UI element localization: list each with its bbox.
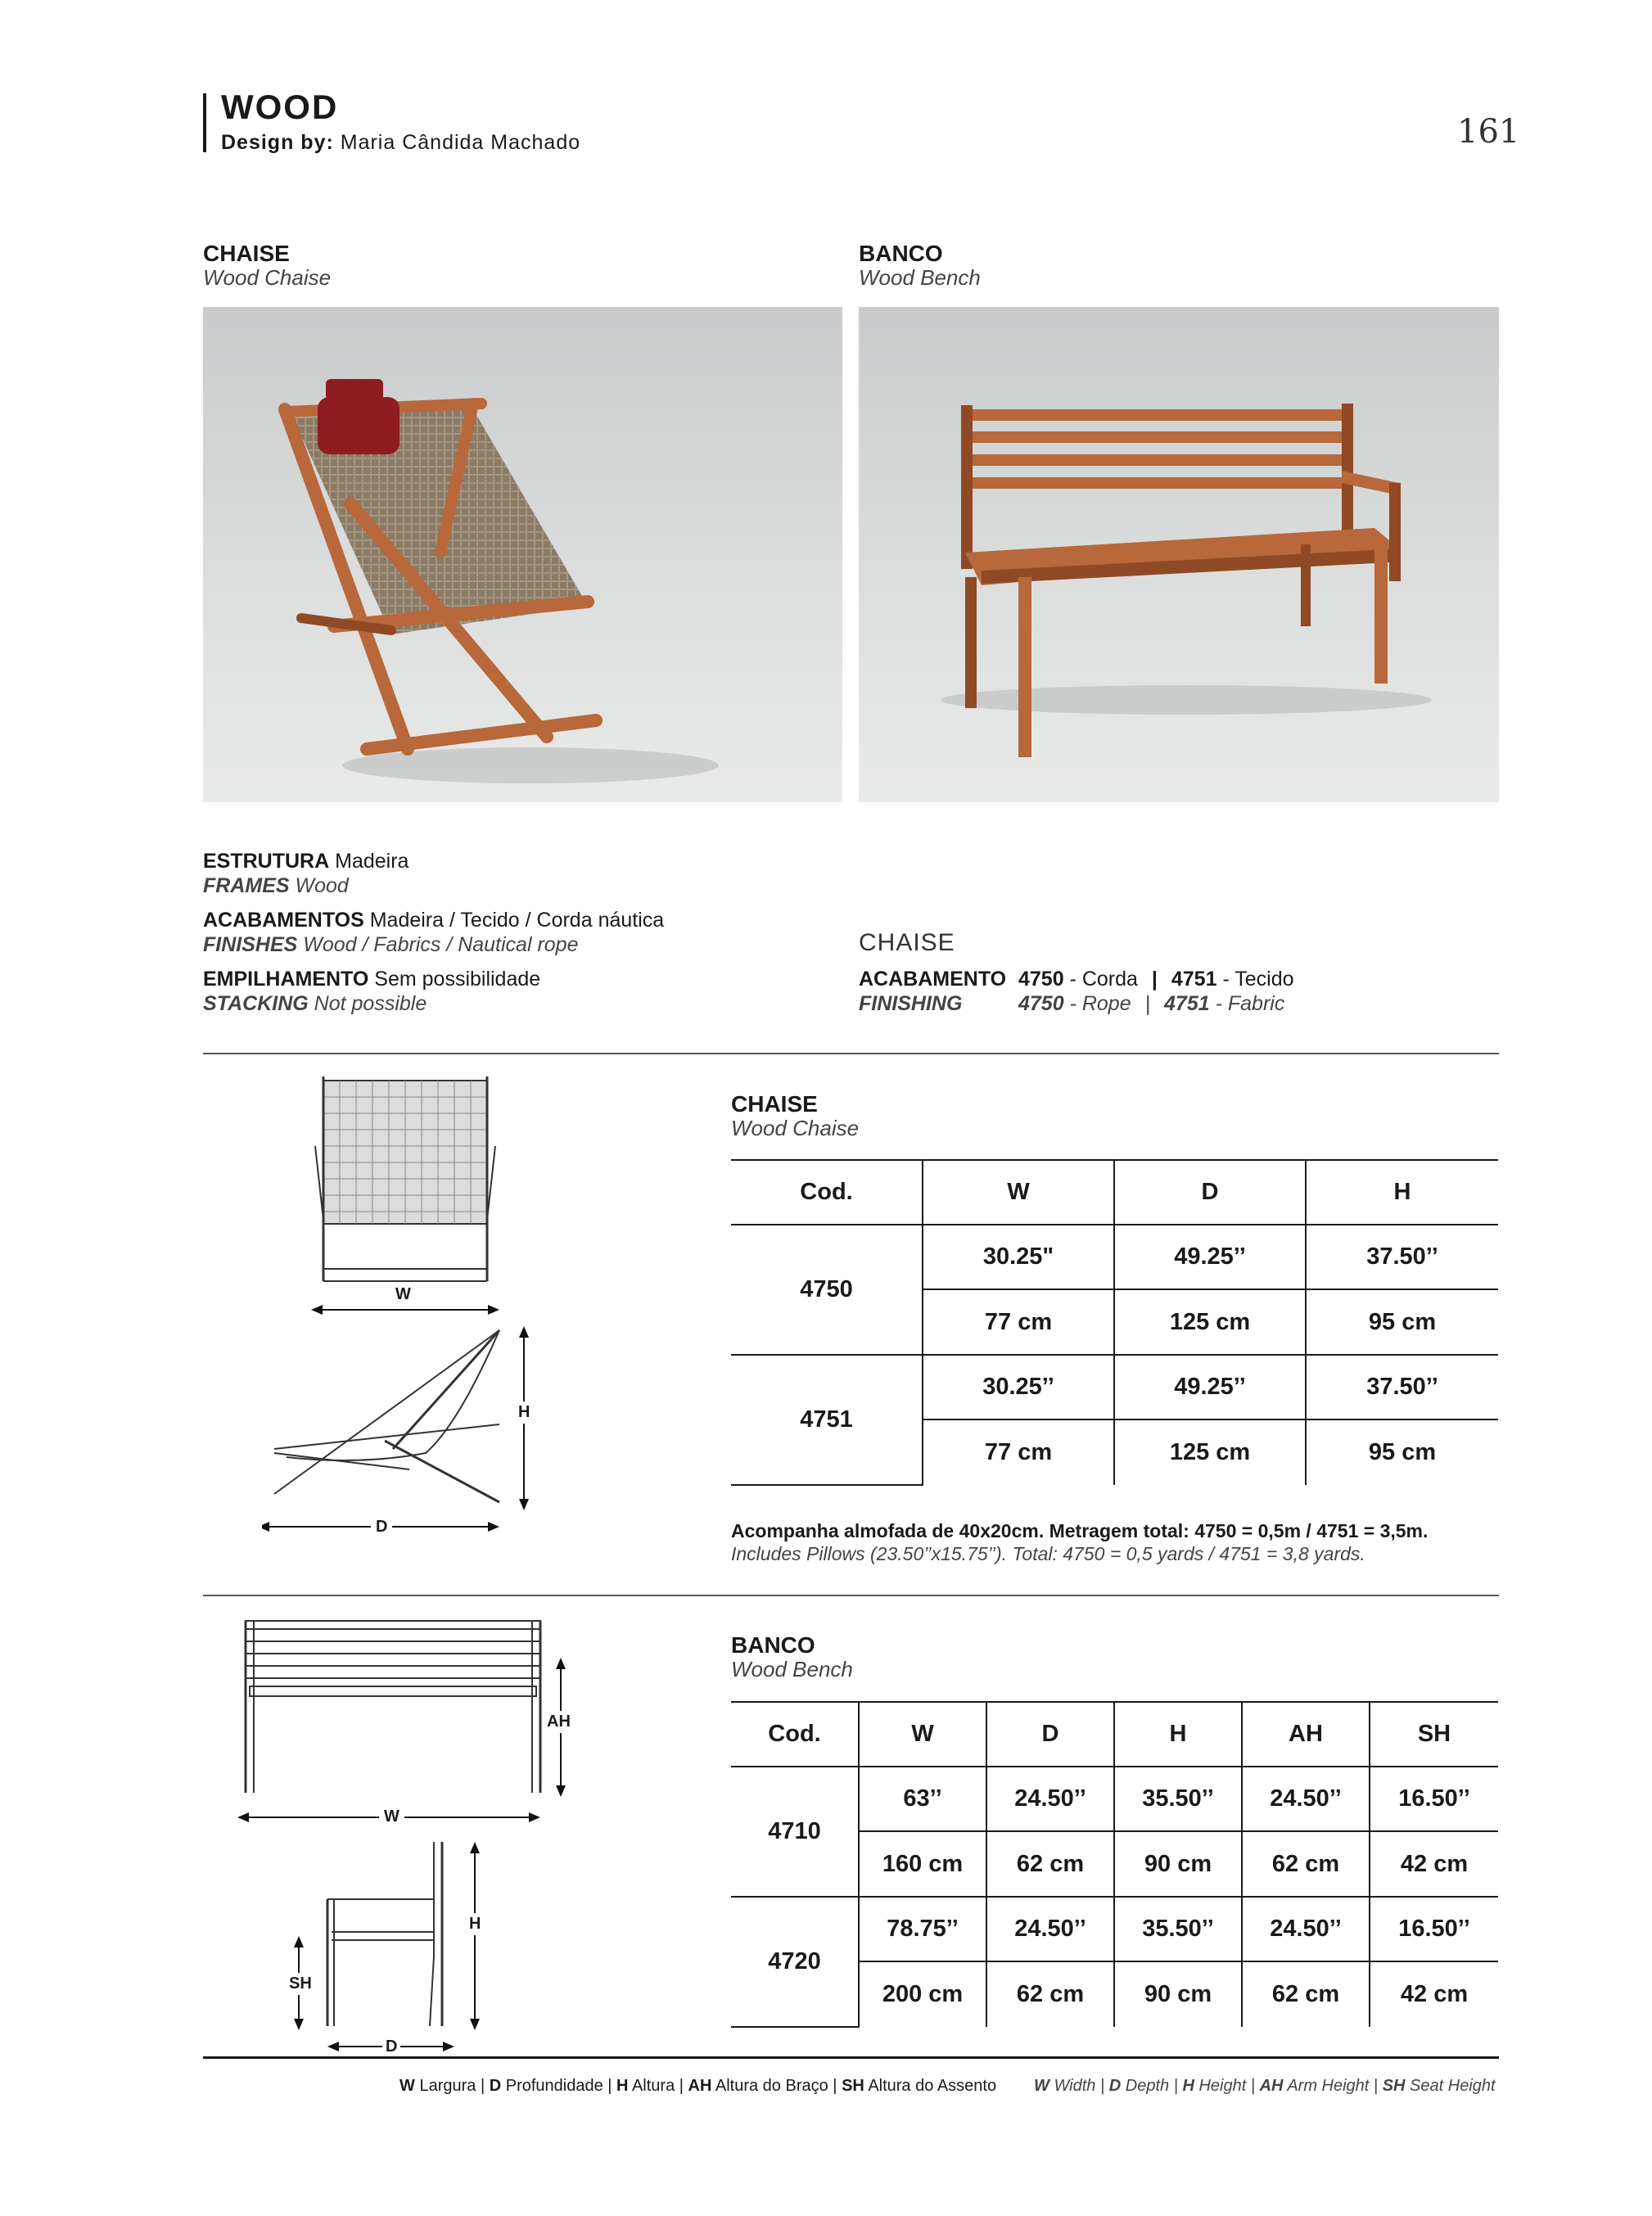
- structure-pt-value: Madeira: [335, 850, 409, 873]
- header-ah: AH: [1242, 1702, 1370, 1767]
- legend-text: Arm Height: [1287, 2077, 1370, 2095]
- value-cell: 16.50’’: [1370, 1767, 1498, 1831]
- banco-table-title: BANCO: [731, 1632, 815, 1658]
- bench-depth-label: D: [382, 2038, 400, 2056]
- value-cell: 62 cm: [986, 1961, 1114, 2027]
- finishing-en-label: FINISHING: [859, 992, 963, 1015]
- legend-code: H: [616, 2077, 629, 2095]
- chaise-width-label: W: [390, 1285, 416, 1304]
- header-d: D: [986, 1702, 1114, 1767]
- banco-table-subtitle: Wood Bench: [731, 1657, 853, 1681]
- value-cell: 42 cm: [1370, 1961, 1498, 2027]
- finishing-pt-label: ACABAMENTO: [859, 968, 1007, 991]
- value-cell: 30.25": [923, 1225, 1114, 1289]
- structure-pt-label: ESTRUTURA: [203, 850, 330, 873]
- legend-separator: |: [833, 2077, 837, 2095]
- header-code: Cod.: [731, 1160, 923, 1225]
- value-cell: 200 cm: [859, 1961, 986, 2027]
- legend-separator: |: [1173, 2077, 1178, 2095]
- header-w: W: [923, 1160, 1114, 1225]
- value-cell: 49.25’’: [1114, 1355, 1306, 1419]
- value-cell: 62 cm: [986, 1831, 1114, 1897]
- finishing-en-options: [1018, 994, 1284, 1014]
- value-cell: 125 cm: [1114, 1289, 1306, 1355]
- stacking-pt-value: Sem possibilidade: [374, 968, 541, 991]
- finishes-en-value: Wood / Fabrics / Nautical rope: [303, 933, 579, 956]
- bench-seat-height-label: SH: [289, 1973, 312, 1995]
- bench-front-diagram: [237, 1617, 581, 1830]
- legend-separator: |: [480, 2077, 485, 2095]
- brand-accent-bar: [203, 93, 206, 152]
- chaise-table-title: CHAISE: [731, 1091, 818, 1117]
- header-d: D: [1114, 1160, 1306, 1225]
- chaise-dimensions-table: [731, 1159, 1498, 1486]
- header-h: H: [1306, 1160, 1498, 1225]
- value-cell: 35.50’’: [1114, 1767, 1242, 1831]
- spec-structure: [203, 849, 408, 898]
- value-cell: 24.50’’: [1242, 1897, 1370, 1961]
- value-cell: 62 cm: [1242, 1961, 1370, 2027]
- legend-text: Seat Height: [1410, 2077, 1496, 2095]
- chaise-side-drawing: [262, 1326, 540, 1539]
- finish-separator-en: |: [1144, 992, 1151, 1015]
- value-cell: 77 cm: [923, 1289, 1114, 1355]
- table-row: [731, 1225, 1498, 1289]
- section-divider: [203, 1053, 1499, 1054]
- legend-separator: |: [679, 2077, 684, 2095]
- legend-separator: |: [1250, 2077, 1256, 2095]
- spec-stacking: [203, 967, 540, 1016]
- legend-code: AH: [688, 2077, 712, 2095]
- value-cell: 63’’: [859, 1767, 986, 1831]
- page-number: 161: [1457, 113, 1520, 151]
- legend-portuguese: [399, 2077, 996, 2096]
- banco-title: BANCO: [859, 241, 943, 266]
- value-cell: 160 cm: [859, 1831, 986, 1897]
- legend-code: H: [1182, 2077, 1194, 2095]
- legend-text: Altura do Braço: [715, 2077, 828, 2095]
- legend-text: Largura: [419, 2077, 476, 2095]
- collection-title: WOOD: [221, 88, 339, 126]
- chaise-note: [731, 1520, 1428, 1565]
- finish-4751-en: - Fabric: [1215, 992, 1285, 1015]
- stacking-en-value: Not possible: [314, 992, 427, 1015]
- bench-illustration: [859, 307, 1499, 802]
- section-divider: [203, 1595, 1499, 1596]
- designer-credit: [221, 131, 580, 155]
- chaise-subtitle: Wood Chaise: [203, 265, 332, 290]
- legend-code: W: [1034, 2077, 1049, 2095]
- header-code: Cod.: [731, 1702, 859, 1767]
- code-cell: 4720: [731, 1897, 859, 2027]
- legend-separator: |: [1373, 2077, 1379, 2095]
- value-cell: 90 cm: [1114, 1831, 1242, 1897]
- value-cell: 35.50’’: [1114, 1897, 1242, 1961]
- legend-separator: |: [1099, 2077, 1105, 2095]
- value-cell: 62 cm: [1242, 1831, 1370, 1897]
- code-cell: 4751: [731, 1355, 923, 1485]
- finish-4750-pt: - Corda: [1069, 968, 1138, 991]
- finishing-heading: CHAISE: [859, 929, 955, 956]
- legend-code: D: [1108, 2077, 1122, 2095]
- finish-4751-pt: - Tecido: [1222, 968, 1294, 991]
- chaise-photo: [203, 307, 842, 802]
- finish-code-4750: 4750: [1018, 968, 1064, 991]
- spec-finishes: [203, 908, 664, 957]
- value-cell: 90 cm: [1114, 1961, 1242, 2027]
- bench-side-drawing: [287, 1834, 499, 2055]
- table-header-row: [731, 1702, 1498, 1767]
- finishes-pt-value: Madeira / Tecido / Corda náutica: [369, 909, 665, 932]
- code-cell: 4710: [731, 1767, 859, 1897]
- legend-code: D: [489, 2077, 502, 2095]
- chaise-depth-label: D: [371, 1518, 392, 1537]
- finish-4750-en: - Rope: [1069, 992, 1131, 1015]
- finish-code-4750-en: 4750: [1018, 992, 1064, 1015]
- structure-en-label: FRAMES: [203, 874, 290, 897]
- value-cell: 16.50’’: [1370, 1897, 1498, 1961]
- bench-width-label: W: [379, 1808, 404, 1826]
- value-cell: 95 cm: [1306, 1289, 1498, 1355]
- bench-front-drawing: [237, 1617, 581, 1830]
- value-cell: 30.25’’: [923, 1355, 1114, 1419]
- value-cell: 37.50’’: [1306, 1355, 1498, 1419]
- designer-label: Design by:: [221, 131, 334, 154]
- finish-code-4751: 4751: [1171, 968, 1217, 991]
- chaise-side-diagram: [262, 1326, 540, 1539]
- finishes-pt-label: ACABAMENTOS: [203, 909, 364, 932]
- value-cell: 24.50’’: [986, 1897, 1114, 1961]
- legend-text: Depth: [1125, 2077, 1170, 2095]
- banco-dimensions-table: [731, 1701, 1498, 2028]
- legend-text: Altura do Assento: [868, 2077, 997, 2095]
- value-cell: 78.75’’: [859, 1897, 986, 1961]
- designer-name: Maria Cândida Machado: [340, 131, 581, 154]
- chaise-illustration: [203, 307, 842, 802]
- header-w: W: [859, 1702, 986, 1767]
- value-cell: 24.50’’: [986, 1767, 1114, 1831]
- legend-separator: |: [607, 2077, 612, 2095]
- value-cell: 95 cm: [1306, 1419, 1498, 1485]
- chaise-title: CHAISE: [203, 241, 290, 266]
- value-cell: 77 cm: [923, 1419, 1114, 1485]
- bench-arm-height-label: AH: [547, 1711, 571, 1733]
- value-cell: 42 cm: [1370, 1831, 1498, 1897]
- finish-separator: |: [1151, 968, 1158, 991]
- finish-code-4751-en: 4751: [1164, 992, 1210, 1015]
- table-row: [731, 1897, 1498, 1961]
- header-h: H: [1114, 1702, 1242, 1767]
- table-row: [731, 1767, 1498, 1831]
- header-sh: SH: [1370, 1702, 1498, 1767]
- legend-text: Altura: [631, 2077, 675, 2095]
- banco-subtitle: Wood Bench: [859, 265, 981, 290]
- bench-height-label: H: [469, 1913, 481, 1935]
- chaise-height-label: H: [518, 1401, 530, 1424]
- footer-rule: [203, 2056, 1499, 2059]
- table-row: [731, 1355, 1498, 1419]
- legend-english: [1034, 2077, 1496, 2096]
- stacking-en-label: STACKING: [203, 992, 309, 1015]
- finishing-pt-options: [1018, 969, 1294, 990]
- value-cell: 24.50’’: [1242, 1767, 1370, 1831]
- legend-text: Width: [1054, 2077, 1096, 2095]
- structure-en-value: Wood: [295, 874, 349, 897]
- stacking-pt-label: EMPILHAMENTO: [203, 968, 369, 991]
- bench-photo: [859, 307, 1499, 802]
- chaise-table-subtitle: Wood Chaise: [731, 1116, 860, 1140]
- legend-code: AH: [1259, 2077, 1284, 2095]
- value-cell: 125 cm: [1114, 1419, 1306, 1485]
- table-header-row: [731, 1160, 1498, 1225]
- bench-side-diagram: [287, 1834, 499, 2055]
- legend-code: W: [399, 2077, 415, 2095]
- chaise-note-en: Includes Pillows (23.50’’x15.75’’). Total: 4750 = 0,5 yards / 4751 = 3,8 yards.: [731, 1542, 1365, 1564]
- code-cell: 4750: [731, 1225, 923, 1355]
- legend-text: Height: [1198, 2077, 1247, 2095]
- finishes-en-label: FINISHES: [203, 933, 298, 956]
- value-cell: 37.50’’: [1306, 1225, 1498, 1289]
- legend-text: Profundidade: [505, 2077, 603, 2095]
- chaise-note-pt: Acompanha almofada de 40x20cm. Metragem total: 4750 = 0,5m / 4751 = 3,5m.: [731, 1520, 1429, 1541]
- legend-code: SH: [1382, 2077, 1406, 2095]
- value-cell: 49.25’’: [1114, 1225, 1306, 1289]
- legend-code: SH: [842, 2077, 864, 2095]
